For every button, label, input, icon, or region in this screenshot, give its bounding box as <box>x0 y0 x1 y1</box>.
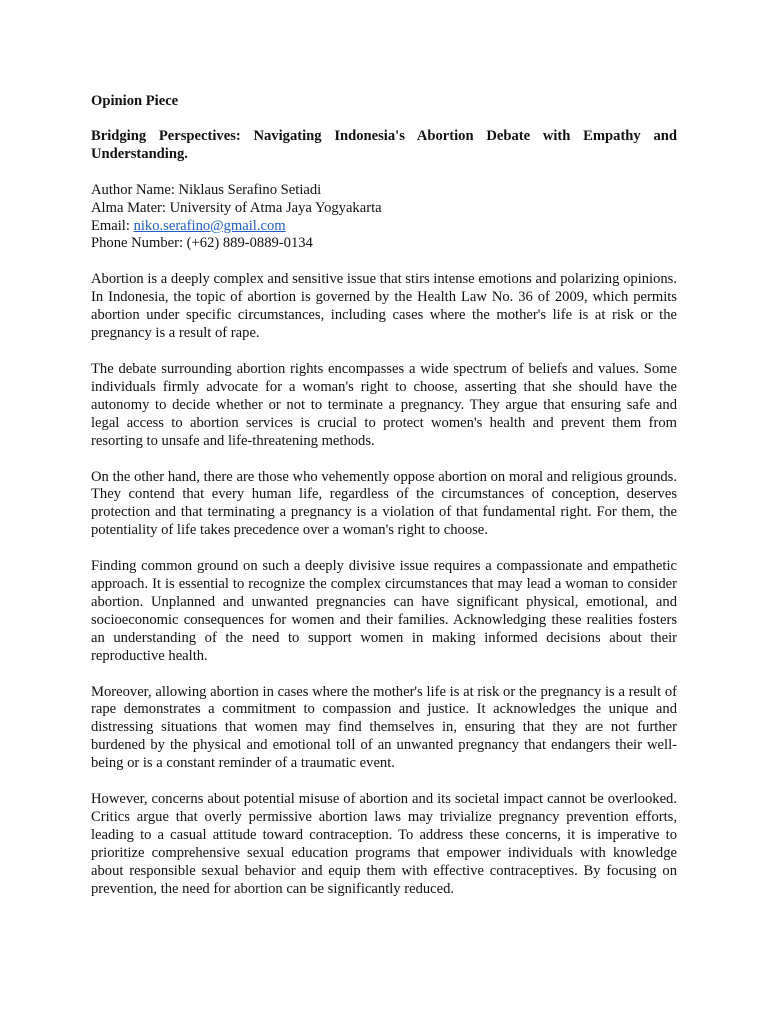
paragraph-6: However, concerns about potential misuse of abortion and its societal impact cannot be overlooked. Critics argue that overly permissive abortion laws may trivialize pregnancy prevention efforts, leading to a casual attitude toward contraception. To address these concerns, it is imperative to prioritize comprehensive sexual education programs that empower individuals with knowledge about responsible sexual behavior and equip them with effective contraceptives. By focusing on prevention, the need for abortion can be significantly reduced. <box>91 791 677 897</box>
author-info <box>91 182 677 254</box>
paragraph-2: The debate surrounding abortion rights encompasses a wide spectrum of beliefs and values. Some individuals firmly advocate for a woman's right to choose, asserting that she should have the autonomy to decide whether or not to terminate a pregnancy. They argue that ensuring safe and legal access to abortion services is crucial to protect women's health and prevent them from resorting to unsafe and life-threatening methods. <box>91 360 677 449</box>
document-label: Opinion Piece <box>91 93 179 109</box>
paragraph-1: Abortion is a deeply complex and sensitive issue that stirs intense emotions and polarizing opinions. In Indonesia, the topic of abortion is governed by the Health Law No. 36 of 2009, which permits abortion under specific circumstances, including cases where the mother's life is at risk or the pregnancy is a result of rape. <box>91 271 677 342</box>
email-line <box>91 218 677 236</box>
phone-number: Phone Number: (+62) 889-0889-0134 <box>91 235 313 252</box>
document-page <box>91 93 677 917</box>
document-title: Bridging Perspectives: Navigating Indonesia's Abortion Debate with Empathy and Understanding. <box>91 127 677 162</box>
paragraph-5: Moreover, allowing abortion in cases where the mother's life is at risk or the pregnancy is a result of rape demonstrates a commitment to compassion and justice. It acknowledges the unique and distressing situations that women may find themselves in, ensuring that they are not further burdened by the physical and emotional toll of an unwanted pregnancy that endangers their well-being or is a constant reminder of a traumatic event. <box>91 683 677 772</box>
author-name: Author Name: Niklaus Serafino Setiadi <box>91 181 322 198</box>
email-link[interactable]: niko.serafino@gmail.com <box>133 217 286 234</box>
email-prefix: Email: <box>91 217 134 234</box>
paragraph-4: Finding common ground on such a deeply divisive issue requires a compassionate and empathetic approach. It is essential to recognize the complex circumstances that may lead a woman to consider abortion. Unplanned and unwanted pregnancies can have significant physical, emotional, and socioeconomic consequences for women and their families. Acknowledging these realities fosters an understanding of the need to support women in making informed decisions about their reproductive health. <box>91 558 677 664</box>
paragraph-3: On the other hand, there are those who vehemently oppose abortion on moral and religious grounds. They contend that every human life, regardless of the circumstances of conception, deserves protection and that terminating a pregnancy is a violation of that fundamental right. For them, the potentiality of life takes precedence over a woman's right to choose. <box>91 468 677 539</box>
alma-mater: Alma Mater: University of Atma Jaya Yogyakarta <box>91 199 382 216</box>
